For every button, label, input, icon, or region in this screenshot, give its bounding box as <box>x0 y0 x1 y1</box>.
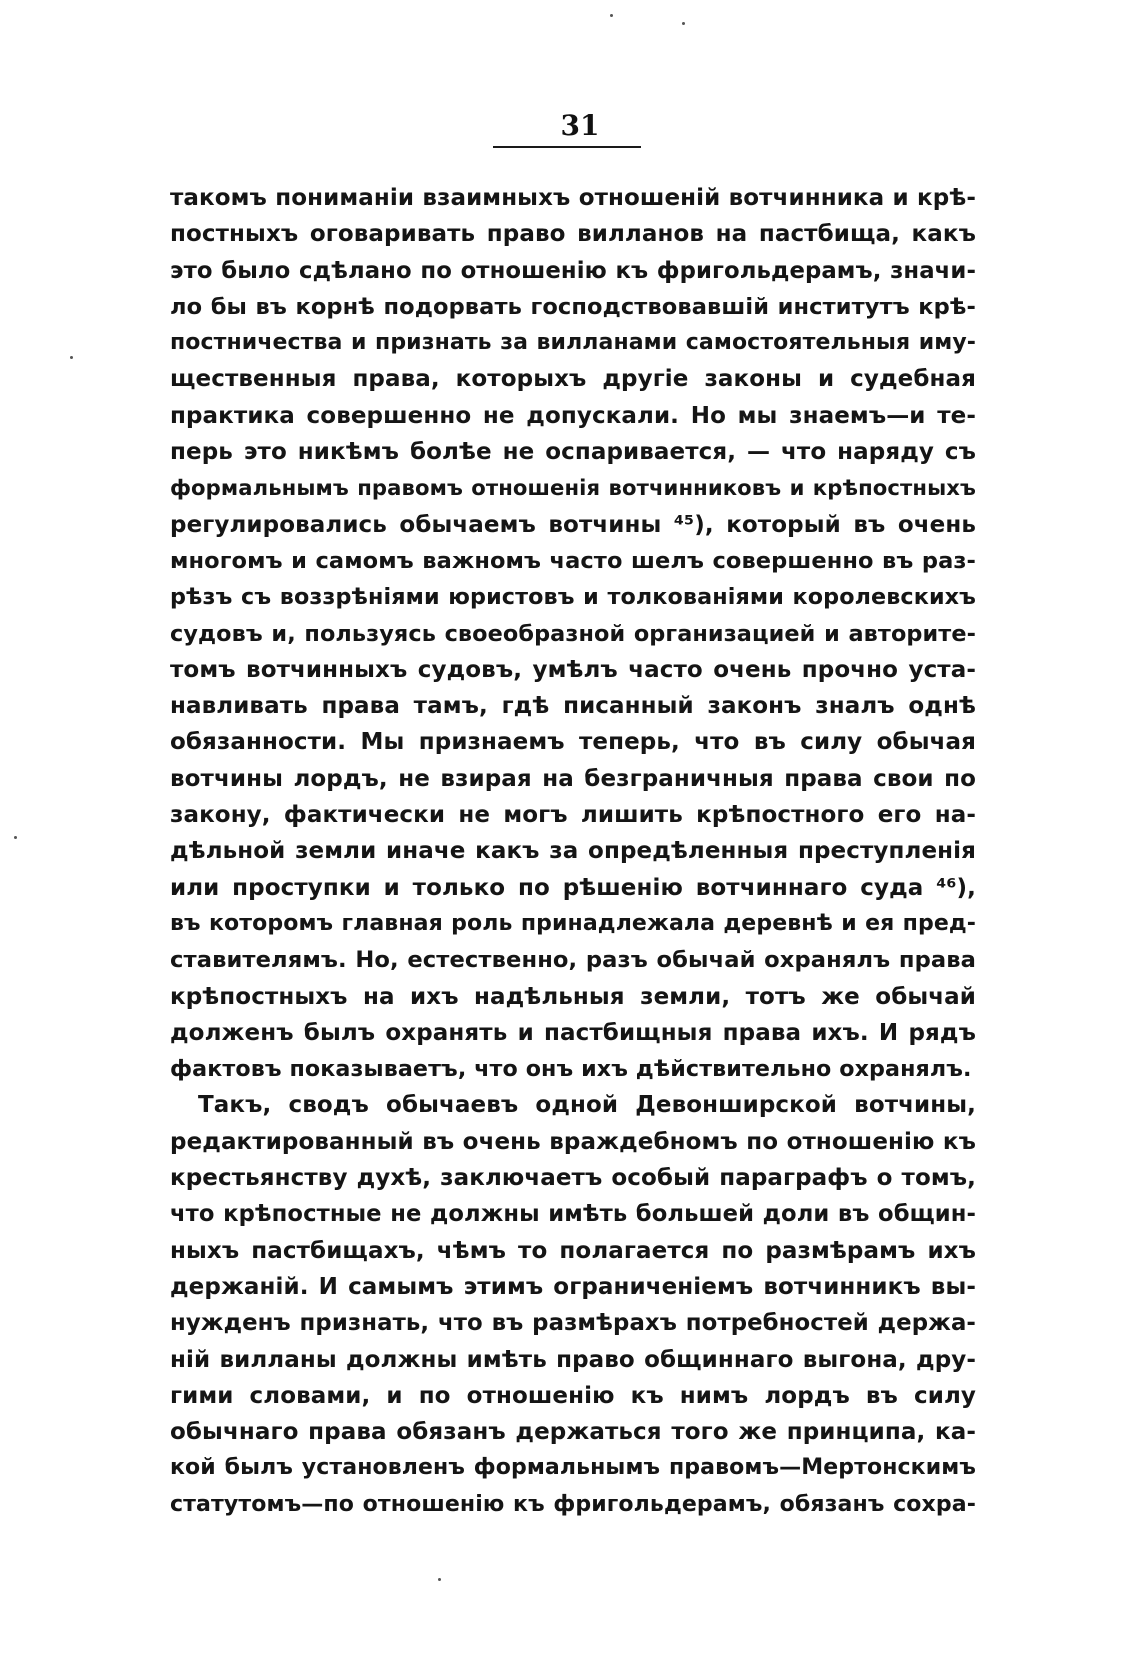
text-line: обычнаго права обязанъ держаться того же принципа, ка- <box>170 1419 976 1446</box>
text-line: что крѣпостные не должны имѣть большей доли въ общин- <box>170 1201 976 1228</box>
text-line: фактовъ показываетъ, что онъ ихъ дѣйствительно охранялъ. <box>170 1056 972 1083</box>
scan-speck <box>682 22 685 25</box>
text-line: постныхъ оговаривать право вилланов на пастбища, какъ <box>170 221 976 248</box>
text-line: крестьянству духѣ, заключаетъ особый параграфъ о томъ, <box>170 1165 976 1192</box>
text-line: обязанности. Мы признаемъ теперь, что въ силу обычая <box>170 729 976 756</box>
paragraph-start-line: Такъ, сводъ обычаевъ одной Девонширской вотчины, <box>198 1092 976 1119</box>
text-line: крѣпостныхъ на ихъ надѣльныя земли, тотъ же обычай <box>170 983 976 1010</box>
body-text <box>170 180 976 1523</box>
text-line: вотчины лордъ, не взирая на безграничныя права свои по <box>170 765 976 792</box>
text-line: рѣзъ съ воззрѣніями юристовъ и толкованіями королевскихъ <box>170 584 976 611</box>
text-line: формальнымъ правомъ отношенія вотчинниковъ и крѣпостныхъ <box>170 475 976 501</box>
text-line: ло бы въ корнѣ подорвать господствовавшій институтъ крѣ- <box>170 293 976 320</box>
text-line: или проступки и только по рѣшенію вотчиннаго суда ⁴⁶), <box>170 874 976 901</box>
text-line: редактированный въ очень враждебномъ по отношенію къ <box>170 1128 976 1155</box>
text-line: постничества и признать за вилланами самостоятельныя иму- <box>170 330 976 356</box>
scan-speck <box>610 14 613 17</box>
scan-speck <box>438 1578 441 1581</box>
scan-speck <box>14 836 17 839</box>
text-line: гими словами, и по отношенію къ нимъ лордъ въ силу <box>170 1382 976 1409</box>
text-line: ній вилланы должны имѣть право общиннаго выгона, дру- <box>170 1346 976 1373</box>
text-line: такомъ пониманіи взаимныхъ отношеній вотчинника и крѣ- <box>170 185 976 211</box>
text-line: ныхъ пастбищахъ, чѣмъ то полагается по размѣрамъ ихъ <box>170 1237 976 1264</box>
text-line: статутомъ—по отношенію къ фригольдерамъ, обязанъ сохра- <box>170 1491 976 1517</box>
text-line: томъ вотчинныхъ судовъ, умѣлъ часто очень прочно уста- <box>170 656 976 683</box>
text-line: закону, фактически не могъ лишить крѣпостного его на- <box>170 802 976 829</box>
text-line: долженъ былъ охранять и пастбищныя права ихъ. И рядъ <box>170 1019 976 1046</box>
text-line: практика совершенно не допускали. Но мы знаемъ—и те- <box>170 402 976 429</box>
text-line: въ которомъ главная роль принадлежала деревнѣ и ея пред- <box>170 910 976 936</box>
text-line: перь это никѣмъ болѣе не оспаривается, — что наряду съ <box>170 439 976 466</box>
text-line: щественныя права, которыхъ другіе законы и судебная <box>170 366 976 393</box>
text-line: навливать права тамъ, гдѣ писанный законъ зналъ однѣ <box>170 693 976 720</box>
text-line: дѣльной земли иначе какъ за опредѣленныя преступленія <box>170 838 976 865</box>
page-number: 31 <box>560 109 600 142</box>
text-line: ставителямъ. Но, естественно, разъ обычай охранялъ права <box>170 947 976 974</box>
scan-speck <box>70 356 73 359</box>
text-line: держаній. И самымъ этимъ ограниченіемъ вотчинникъ вы- <box>170 1273 976 1300</box>
header-rule <box>493 146 641 148</box>
text-line: нужденъ признать, что въ размѣрахъ потребностей держа- <box>170 1310 976 1337</box>
text-line: многомъ и самомъ важномъ часто шелъ совершенно въ раз- <box>170 547 976 574</box>
text-line: судовъ и, пользуясь своеобразной организацией и авторите- <box>170 620 976 647</box>
text-line: регулировались обычаемъ вотчины ⁴⁵), который въ очень <box>170 511 976 538</box>
text-line: кой былъ установленъ формальнымъ правомъ—Мертонскимъ <box>170 1455 976 1481</box>
text-line: это было сдѣлано по отношенію къ фригольдерамъ, значи- <box>170 257 976 284</box>
